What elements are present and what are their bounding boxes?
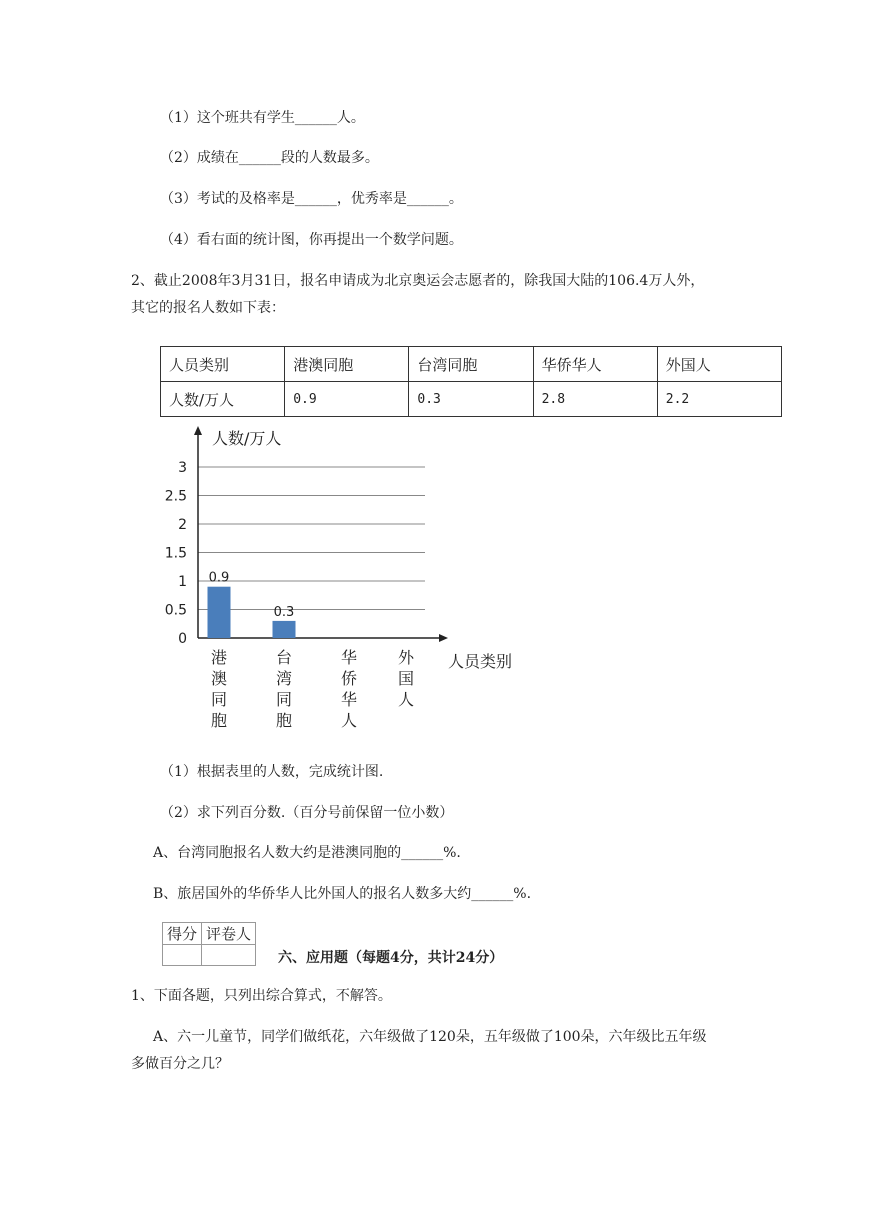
x-category-char: 胞 [210, 711, 228, 730]
table-cell: 外国人 [657, 347, 781, 382]
volunteer-table [160, 346, 782, 417]
x-category-char: 同 [210, 690, 228, 709]
question-2-b: B、旅居国外的华侨华人比外国人的报名人数多大约______%. [153, 886, 532, 902]
bar-chart [150, 420, 530, 740]
question-1-2: （2）成绩在______段的人数最多。 [160, 150, 379, 166]
table-row [161, 382, 782, 417]
y-tick-label: 3 [178, 460, 187, 476]
table-cell: 人员类别 [161, 347, 285, 382]
y-tick-label: 1 [178, 574, 187, 590]
y-tick-label: 2 [178, 517, 187, 533]
x-category-char: 澳 [210, 669, 228, 688]
x-axis-label: 人员类别 [448, 652, 513, 671]
x-category-char: 台 [275, 648, 293, 667]
problem-2-line1: 2、截止2008年3月31日，报名申请成为北京奥运会志愿者的，除我国大陆的106.4万人外， [131, 273, 705, 289]
x-category-char: 国 [397, 669, 415, 688]
table-cell: 2.2 [657, 382, 781, 417]
score-cell [163, 945, 202, 966]
section-title: 六、应用题（每题4分，共计24分） [278, 950, 504, 966]
question-1-3: （3）考试的及格率是______，优秀率是______。 [160, 191, 463, 207]
table-cell: 华侨华人 [533, 347, 657, 382]
data-label: 0.3 [273, 604, 295, 620]
problem-2-line2: 其它的报名人数如下表： [131, 300, 285, 316]
table-cell: 0.3 [409, 382, 533, 417]
table-cell: 台湾同胞 [409, 347, 533, 382]
y-tick-label: 2.5 [164, 488, 187, 505]
table-cell: 0.9 [285, 382, 409, 417]
x-category-char: 胞 [275, 711, 293, 730]
x-category-char: 人 [397, 690, 415, 709]
y-axis-arrow [194, 426, 202, 435]
table-header-row [161, 347, 782, 382]
x-category-char: 华 [340, 648, 358, 667]
question-2-1: （1）根据表里的人数，完成统计图. [160, 764, 384, 780]
x-category-char: 港 [210, 648, 228, 667]
x-category-char: 华 [340, 690, 358, 709]
x-axis-arrow [439, 634, 448, 642]
y-axis-label: 人数/万人 [212, 429, 282, 448]
chart-grid [198, 467, 425, 610]
table-cell: 2.8 [533, 382, 657, 417]
y-tick-labels [165, 460, 187, 647]
x-category-char: 同 [275, 690, 293, 709]
application-problem-1a-line1: A、六一儿童节，同学们做纸花，六年级做了120朵，五年级做了100朵，六年级比五年级 [153, 1029, 707, 1045]
x-category-char: 外 [397, 648, 415, 667]
application-problem-1: 1、下面各题，只列出综合算式，不解答。 [131, 988, 392, 1004]
score-box [162, 922, 256, 966]
question-2-a: A、台湾同胞报名人数大约是港澳同胞的______%. [153, 845, 461, 861]
y-tick-label: 1.5 [164, 545, 187, 562]
question-2-2: （2）求下列百分数.（百分号前保留一位小数） [160, 805, 454, 821]
grader-cell [202, 945, 256, 966]
bar [273, 621, 296, 638]
question-1-1: （1）这个班共有学生______人。 [160, 110, 365, 126]
x-category-char: 侨 [340, 669, 358, 688]
table-cell: 港澳同胞 [285, 347, 409, 382]
question-1-4: （4）看右面的统计图，你再提出一个数学问题。 [160, 232, 463, 248]
table-cell: 人数/万人 [161, 382, 285, 417]
score-label: 得分 [163, 923, 202, 945]
data-label: 0.9 [208, 570, 230, 586]
y-tick-label: 0.5 [164, 602, 187, 619]
x-category-labels [211, 648, 415, 730]
application-problem-1a-line2: 多做百分之几？ [131, 1056, 229, 1072]
x-category-char: 湾 [275, 669, 293, 688]
bar [208, 587, 231, 638]
grader-label: 评卷人 [202, 923, 256, 945]
x-category-char: 人 [340, 711, 358, 730]
y-tick-label: 0 [178, 631, 187, 647]
